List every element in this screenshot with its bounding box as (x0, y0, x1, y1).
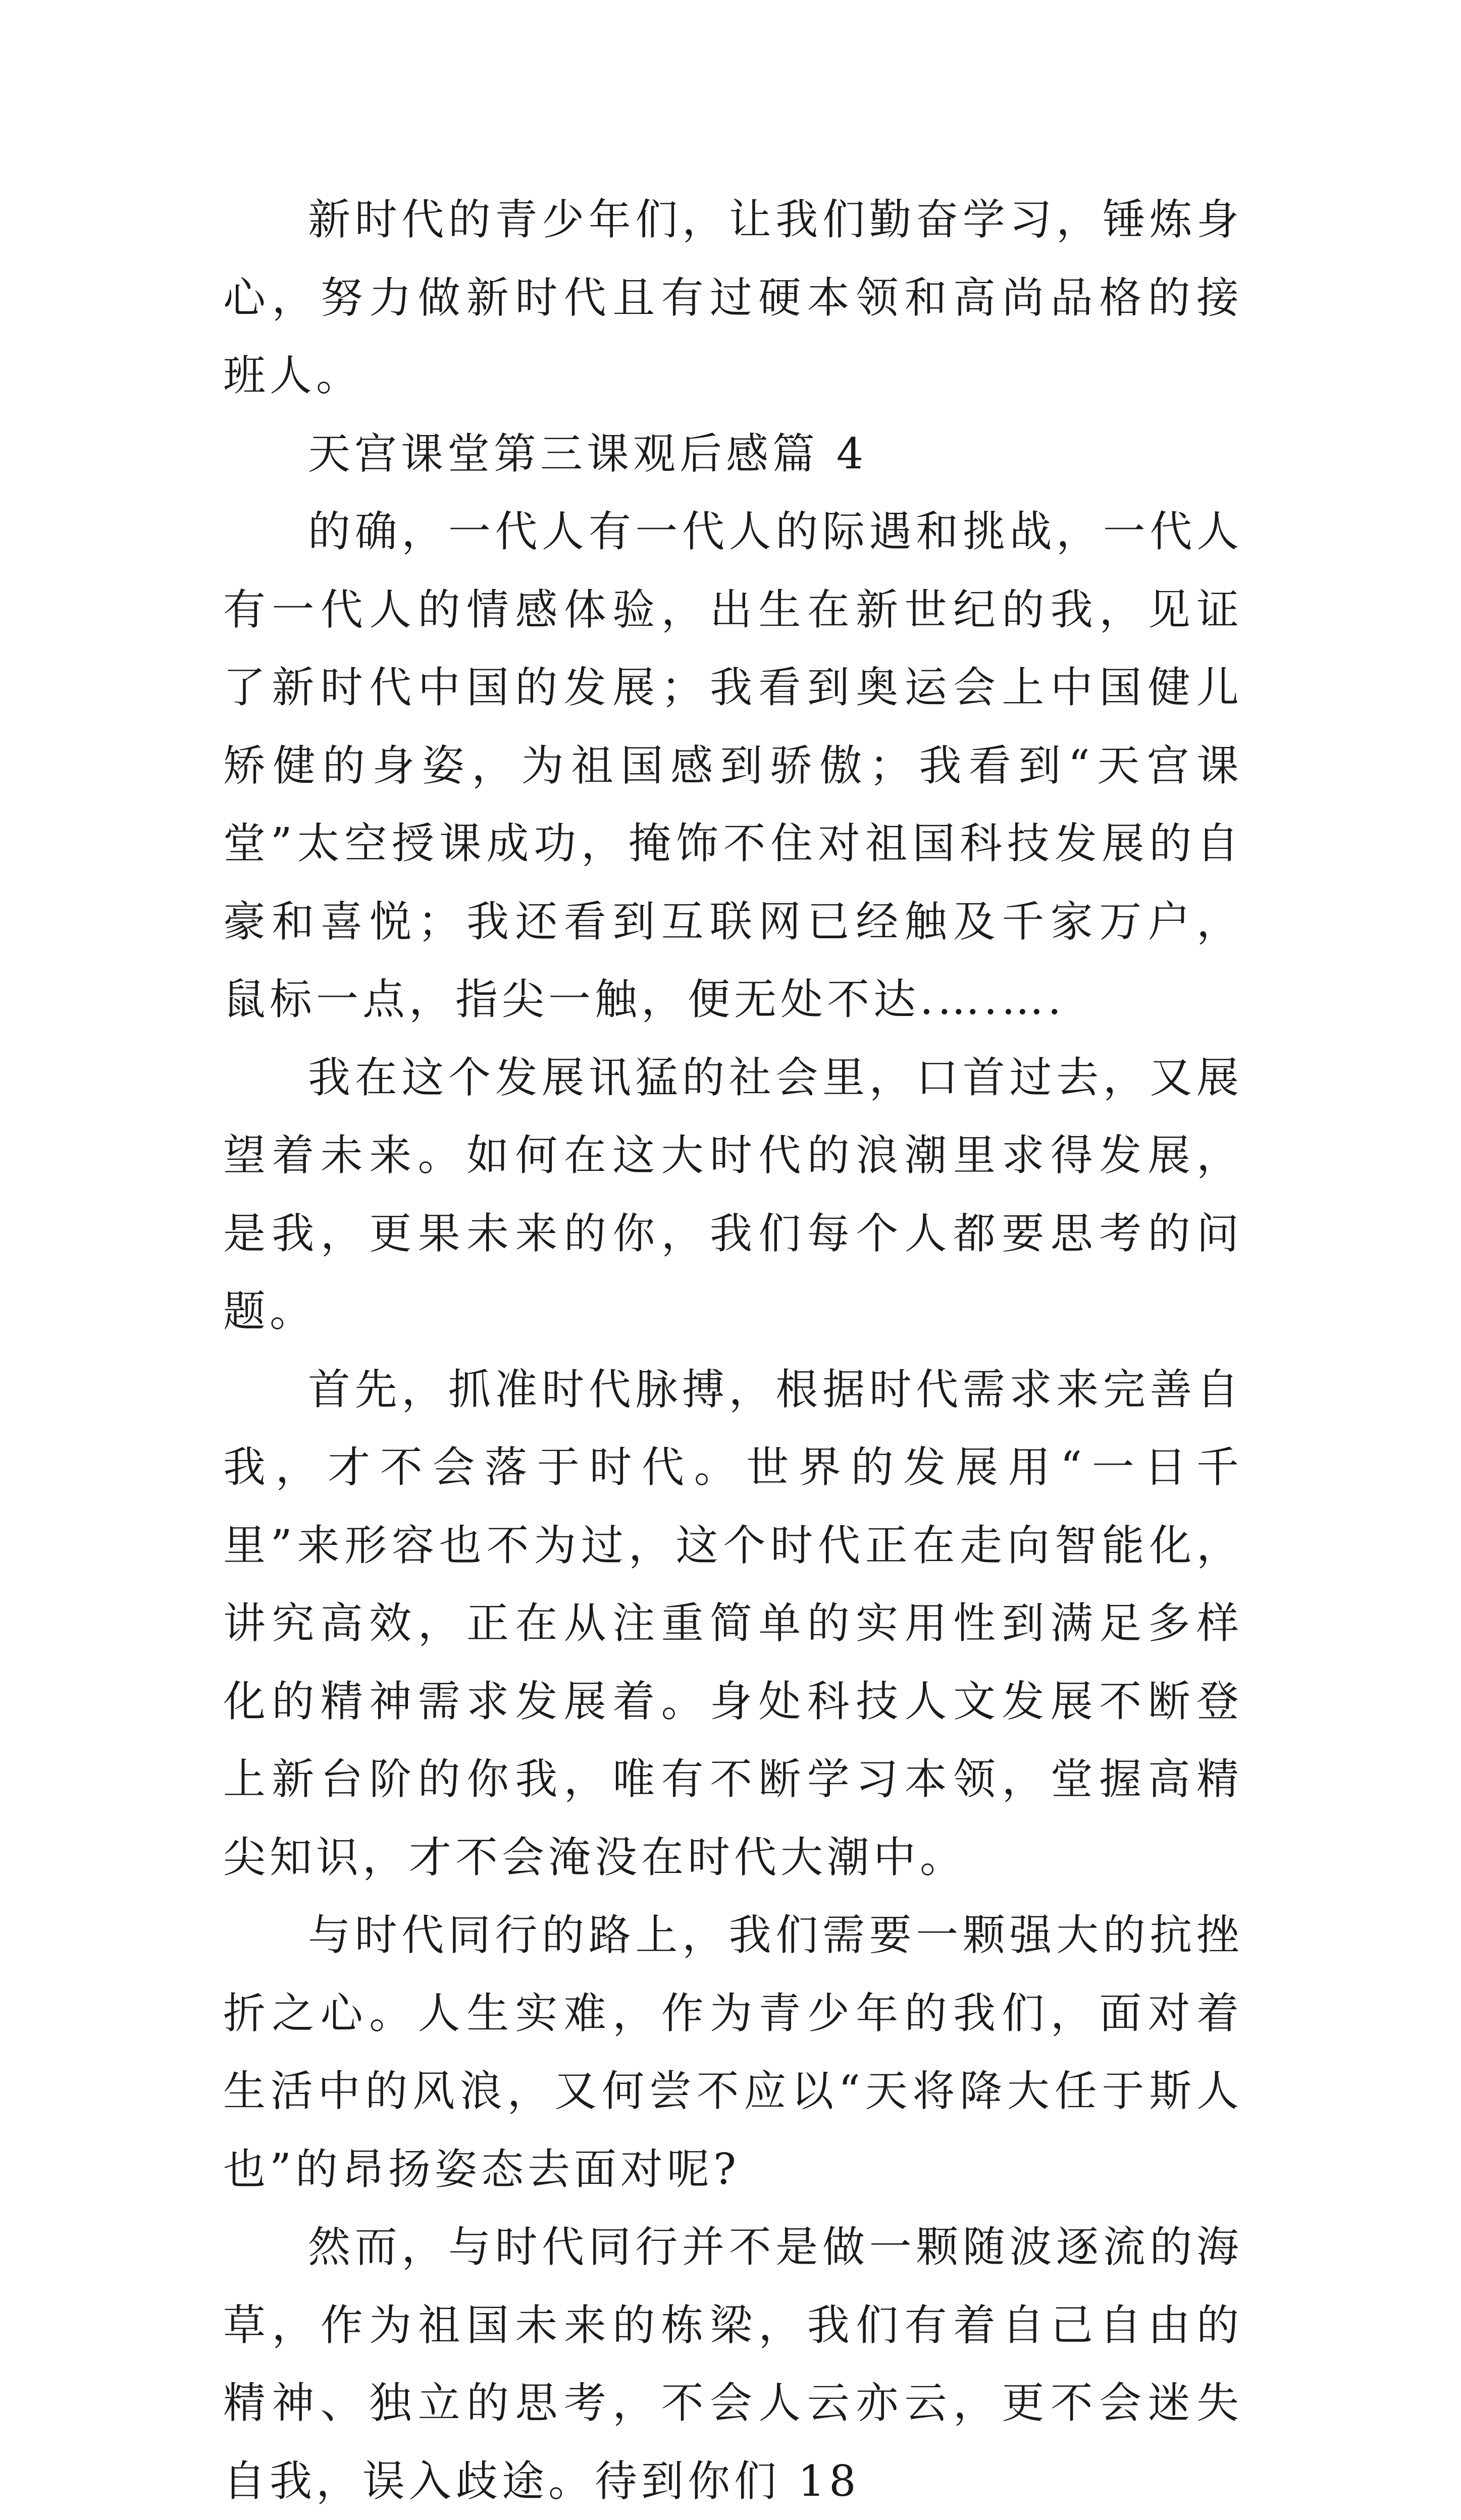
document-body (223, 181, 1243, 2520)
paragraph-independent-thinking: 然而，与时代同行并不是做一颗随波逐流的海草，作为祖国未来的栋梁，我们有着自己自由的精神、独立的思考，不会人云亦云，更不会迷失自我，误入歧途。待到你们 18 (223, 2222, 1243, 2506)
paragraph-generation-experience: 的确，一代人有一代人的际遇和挑战，一代人有一代人的情感体验，出生在新世纪的我，见证了新时代中国的发展；我看到奥运会上中国健儿矫健的身姿，为祖国感到骄傲；我看到“天宫课堂”太空授课成功，掩饰不住对祖国科技发展的自豪和喜悦；我还看到互联网已经触及千家万户，鼠标一点，指尖一触，便无处不达.….…. (223, 507, 1243, 1024)
paragraph-resilience: 与时代同行的路上，我们需要一颗强大的抗挫折之心。人生实难，作为青少年的我们，面对着生活中的风浪，又何尝不应以“天将降大任于斯人也”的昂扬姿态去面对呢? (223, 1910, 1243, 2194)
paragraph-looking-forward: 我在这个发展讯猛的社会里，口首过去，又展望着未来。如何在这大时代的浪潮里求得发展，是我，更果未来的你，我们每个人都要思考的问题。 (223, 1052, 1243, 1336)
section-heading: 天宫课堂第三课观后感篇 4 (308, 428, 868, 478)
paragraph-closing-call: 新时代的青少年们，让我们勤奋学习，锤炼身心，努力做新时代且有过硬本领和高尚品格的接班人。 (223, 195, 1243, 400)
paragraph-grasp-the-times: 首先，抓准时代脉搏，根据时代需求来完善自我，才不会落于时代。世界的发展用“一日千里”来形容也不为过，这个时代正在走向智能化，讲究高效，正在从注重简单的实用性到满足多样化的精神需求发展着。身处科技人文发展不断登上新台阶的你我，唯有不断学习本领，堂握高精尖知识，才不会淹没在时代大潮中。 (223, 1364, 1243, 1882)
